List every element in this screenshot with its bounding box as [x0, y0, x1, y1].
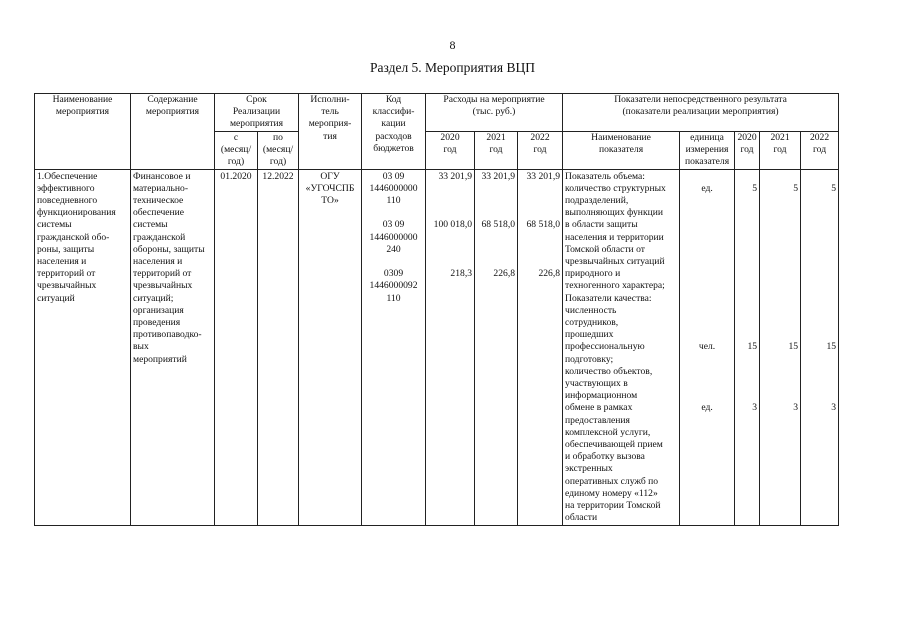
header-indicator-unit: единица измерения показателя: [680, 132, 735, 170]
header-indicator-2022: 2022 год: [801, 132, 839, 170]
indicator-description-cell: Показатель объема: количество структурных подразделений, выполняющих функции в области защиты населения и территории Томской области от чрезвычайных ситуаций природного и техногенного характера; Показатели качества: численность сотрудников, прошедших профессиональную подготовку; количество объектов, участвующих в информационном обмене в рамках предоставления комплексной услуги, обеспечивающей прием и обработку вызова экстренных оперативных служб по единому номеру «112» на территории Томской области: [563, 169, 680, 525]
header-indicator-name: Наименование показателя: [563, 132, 680, 170]
indicator-2021-cell: 5 15 3: [760, 169, 801, 525]
indicator-unit-cell: ед. чел. ед.: [680, 169, 735, 525]
budget-code-cell: 03 09 1446000000 110 03 09 1446000000 240 0309 1446000092 110: [362, 169, 426, 525]
header-expense-2020: 2020 год: [426, 132, 475, 170]
header-indicator-2021: 2021 год: [760, 132, 801, 170]
header-term: Срок Реализации мероприятия: [215, 94, 299, 132]
expense-2022-cell: 33 201,9 68 518,0 226,8: [518, 169, 563, 525]
expense-2020-cell: 33 201,9 100 018,0 218,3: [426, 169, 475, 525]
header-indicators: Показатели непосредственного результата (показатели реализации мероприятия): [563, 94, 839, 132]
header-activity-content: Содержание мероприятия: [131, 94, 215, 170]
header-budget-code: Код классифи- кации расходов бюджетов: [362, 94, 426, 170]
term-to-cell: 12.2022: [258, 169, 299, 525]
activity-content-cell: Финансовое и материально- техническое обеспечение системы гражданской обороны, защиты населения и территорий от чрезвычайных ситуаций; организация проведения противопаводко- вых мероприятий: [131, 169, 215, 525]
expense-2021-cell: 33 201,9 68 518,0 226,8: [475, 169, 518, 525]
activity-name-cell: 1.Обеспечение эффективного повседневного функционирования системы гражданской обо- роны, защиты населения и территорий от чрезвычайных ситуаций: [35, 169, 131, 525]
indicator-2022-cell: 5 15 3: [801, 169, 839, 525]
section-title: Раздел 5. Мероприятия ВЦП: [370, 60, 535, 75]
table-row: [35, 169, 839, 525]
executor-cell: ОГУ «УГОЧСПБ ТО»: [299, 169, 362, 525]
indicator-2020-cell: 5 15 3: [735, 169, 760, 525]
header-activity-name: Наименование мероприятия: [35, 94, 131, 170]
activities-table: [34, 93, 839, 526]
header-expense-2022: 2022 год: [518, 132, 563, 170]
term-from-cell: 01.2020: [215, 169, 258, 525]
header-expenses: Расходы на мероприятие (тыс. руб.): [426, 94, 563, 132]
header-term-to: по (месяц/ год): [258, 132, 299, 170]
header-expense-2021: 2021 год: [475, 132, 518, 170]
header-indicator-2020: 2020 год: [735, 132, 760, 170]
header-term-from: с (месяц/ год): [215, 132, 258, 170]
page-number: 8: [449, 38, 456, 52]
header-executor: Исполни- тель мероприя- тия: [299, 94, 362, 170]
